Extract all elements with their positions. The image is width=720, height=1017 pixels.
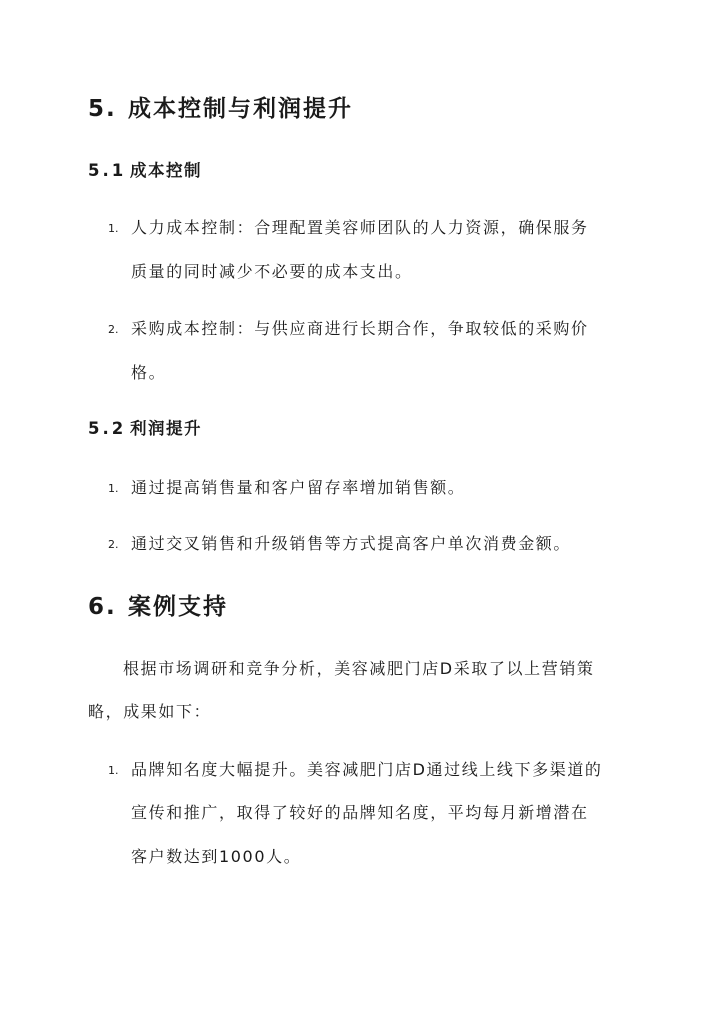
list-5-2-item-2-marker: 2.	[108, 538, 119, 551]
subsection-5-2-heading	[88, 415, 202, 439]
section-5-heading	[88, 90, 353, 123]
list-5-1-item-1-marker: 1.	[108, 222, 119, 235]
list-5-1-item-1-line-2: 质量的同时减少不必要的成本支出。	[131, 262, 413, 281]
list-6-item-1-marker: 1.	[108, 764, 119, 777]
subsection-5-2-number: 5.2	[88, 419, 127, 438]
section-6-number: 6.	[88, 594, 117, 620]
subsection-5-1-heading	[88, 157, 202, 181]
list-5-1-item-2-line-2: 格。	[131, 363, 167, 382]
list-5-2-item-1-line-1: 通过提高销售量和客户留存率增加销售额。	[131, 478, 466, 497]
list-5-1-item-2-line-1: 采购成本控制：与供应商进行长期合作，争取较低的采购价	[131, 319, 589, 338]
list-6-item-1-line-3: 客户数达到1000人。	[131, 847, 302, 866]
paragraph-6-line-2: 略，成果如下：	[88, 702, 212, 721]
section-5-number: 5.	[88, 96, 117, 122]
subsection-5-2-title: 利润提升	[130, 419, 202, 438]
list-6-item-1-line-2: 宣传和推广，取得了较好的品牌知名度，平均每月新增潜在	[131, 803, 589, 822]
list-5-1-item-2-marker: 2.	[108, 323, 119, 336]
section-5-title: 成本控制与利润提升	[128, 96, 353, 122]
subsection-5-1-title: 成本控制	[130, 161, 202, 180]
list-6-item-1-line-1: 品牌知名度大幅提升。美容减肥门店D通过线上线下多渠道的	[131, 760, 603, 779]
list-5-1-item-1-line-1: 人力成本控制：合理配置美容师团队的人力资源，确保服务	[131, 218, 589, 237]
list-5-2-item-2-line-1: 通过交叉销售和升级销售等方式提高客户单次消费金额。	[131, 534, 572, 553]
list-5-2-item-1-marker: 1.	[108, 482, 119, 495]
section-6-heading	[88, 588, 228, 621]
subsection-5-1-number: 5.1	[88, 161, 127, 180]
section-6-title: 案例支持	[128, 594, 228, 620]
paragraph-6-line-1: 根据市场调研和竞争分析，美容减肥门店D采取了以上营销策	[123, 659, 595, 678]
